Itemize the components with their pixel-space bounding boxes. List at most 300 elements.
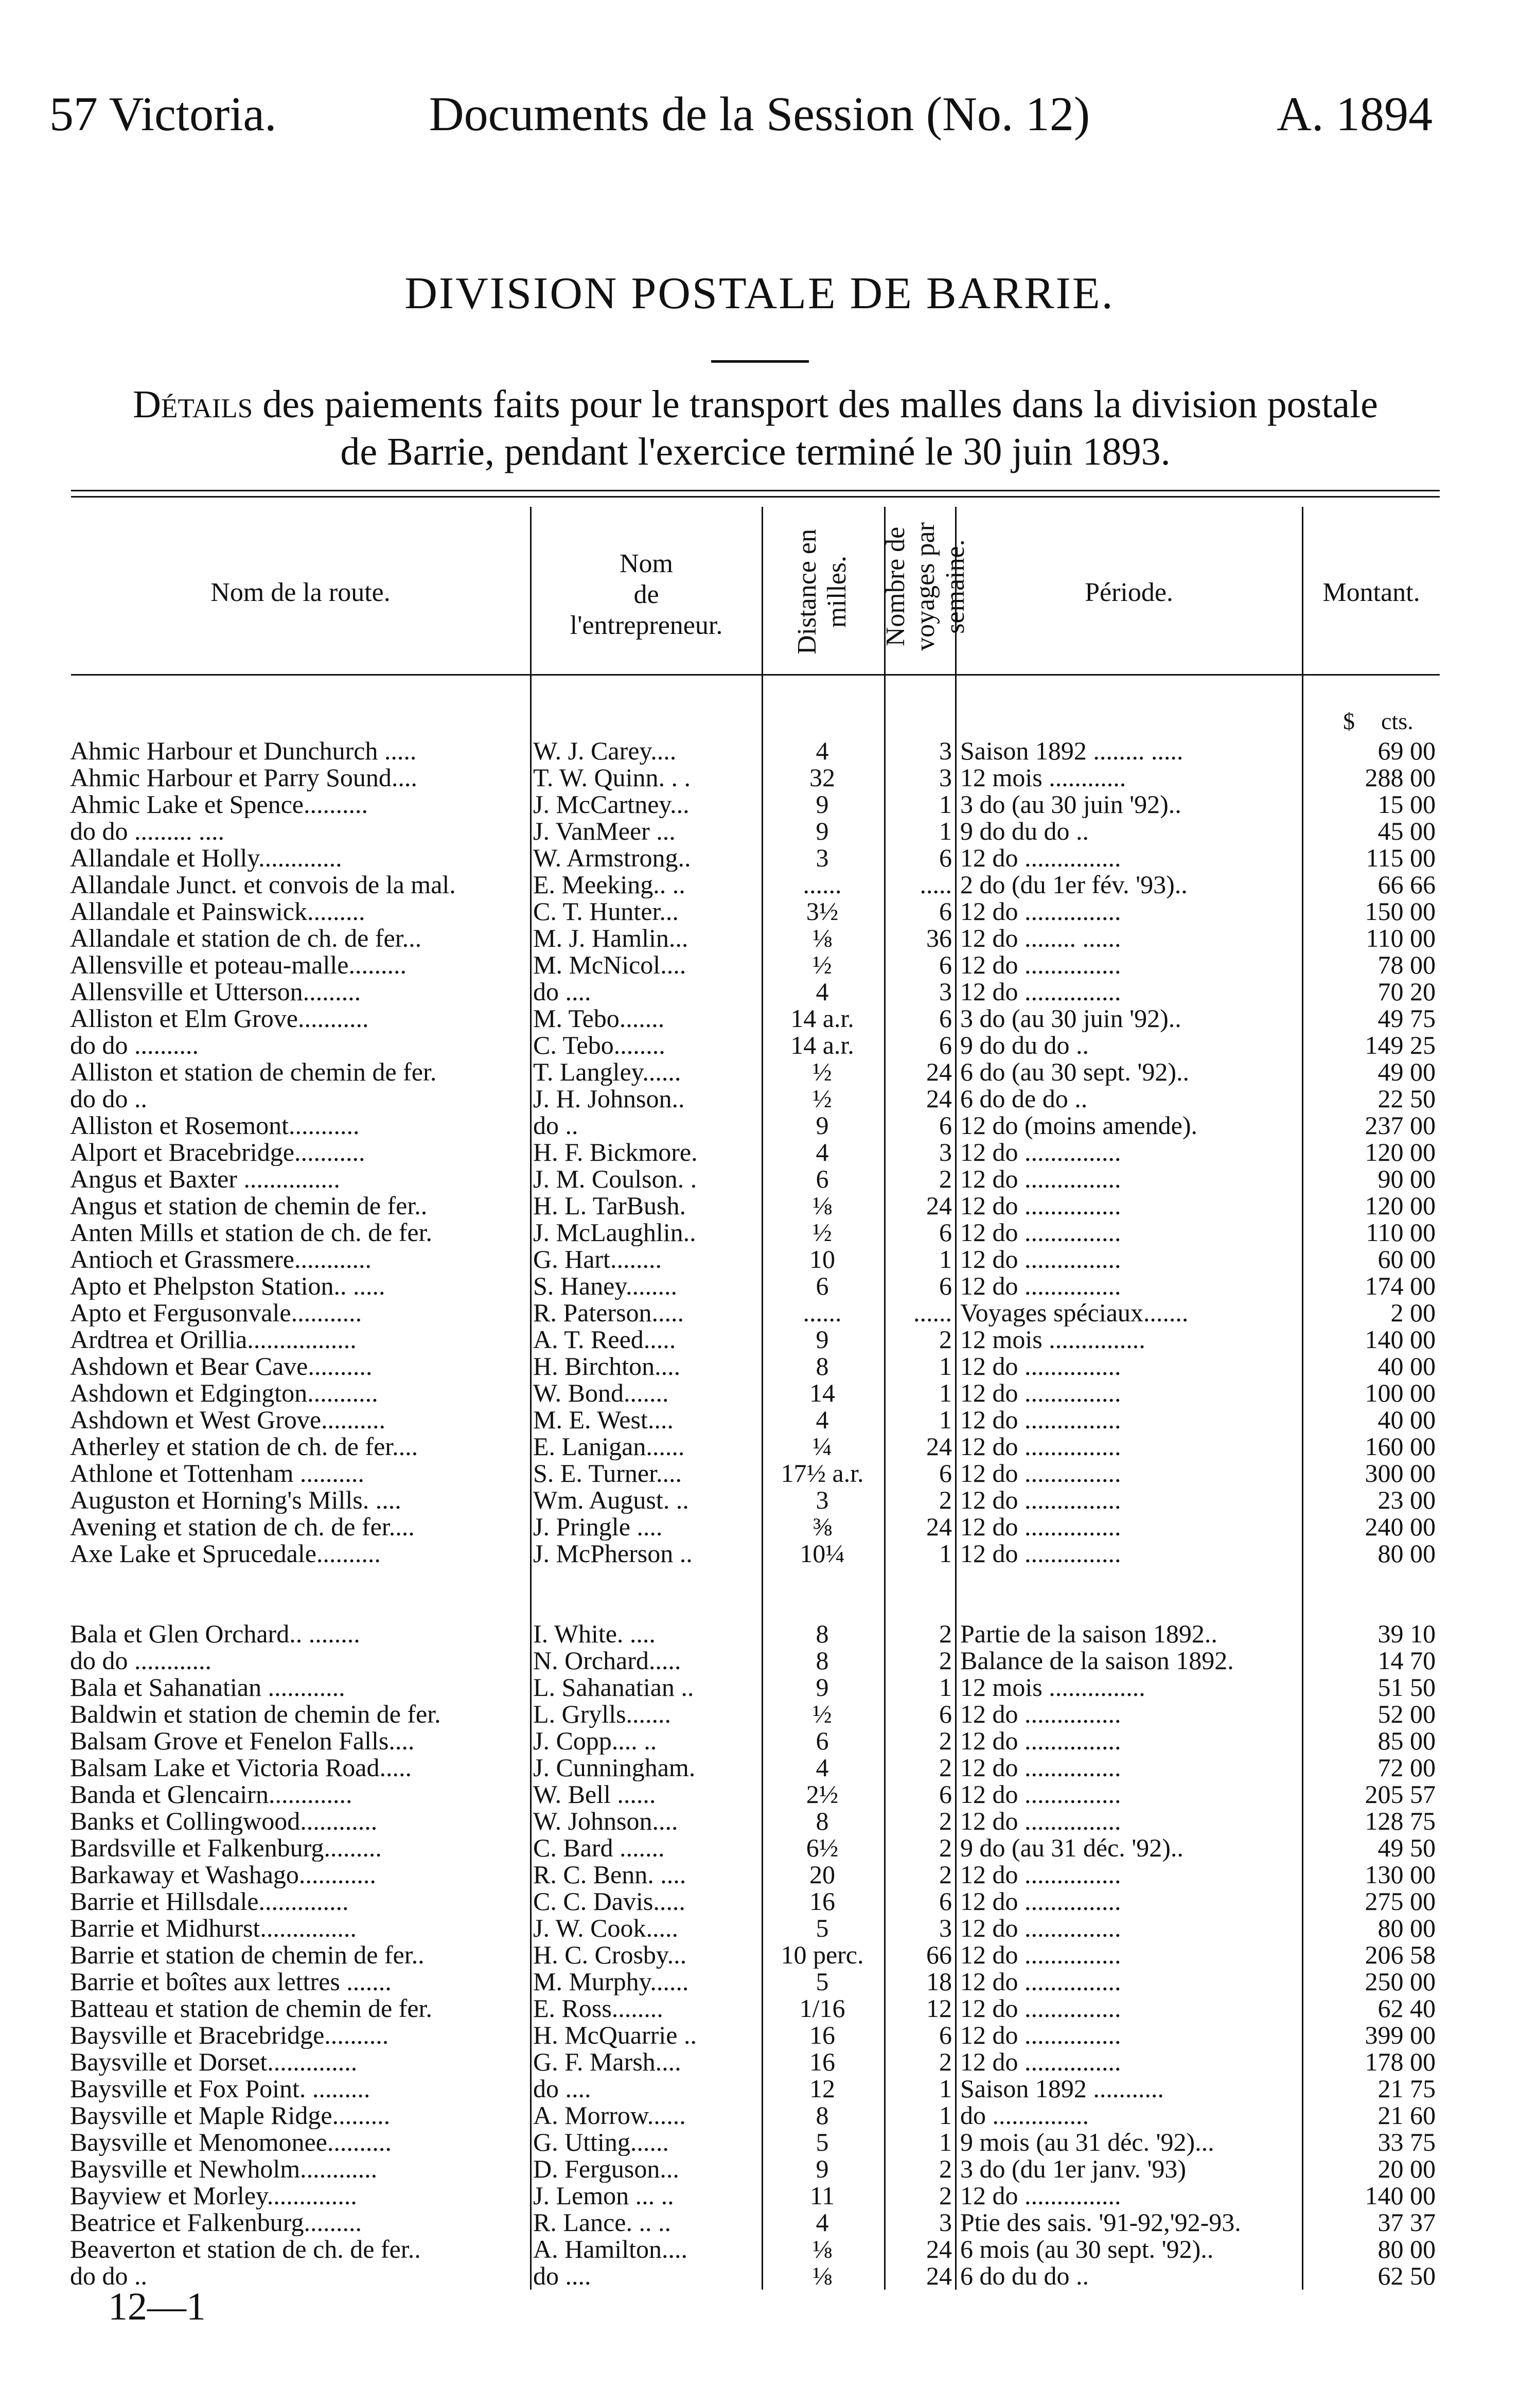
cell-voyages: 18 bbox=[926, 1968, 952, 1995]
cell-period: 3 do (au 30 juin '92).. bbox=[960, 790, 1181, 818]
table-row bbox=[0, 1459, 1519, 1487]
cell-route: Baldwin et station de chemin de fer. bbox=[70, 1700, 441, 1728]
cell-period: 12 do ............... bbox=[960, 1754, 1121, 1781]
cell-period: 12 do ........ ...... bbox=[960, 924, 1121, 952]
cell-amount: 33 75 bbox=[1377, 2128, 1436, 2156]
cell-distance: 3 bbox=[816, 844, 829, 872]
cell-voyages: 6 bbox=[939, 1459, 952, 1487]
cell-route: Atherley et station de ch. de fer.... bbox=[70, 1432, 418, 1460]
table-row bbox=[0, 2101, 1519, 2129]
cell-distance: 3½ bbox=[806, 897, 839, 925]
cell-contractor: Wm. August. .. bbox=[533, 1486, 689, 1514]
cell-contractor: T. W. Quinn. . . bbox=[533, 764, 691, 791]
cell-amount: 22 50 bbox=[1377, 1085, 1436, 1112]
cell-voyages: 24 bbox=[926, 2262, 952, 2290]
header-center: Documents de la Session (No. 12) bbox=[429, 87, 1090, 141]
cell-period: 12 do ............... bbox=[960, 844, 1121, 872]
cell-route: Balsam Grove et Fenelon Falls.... bbox=[70, 1727, 415, 1755]
table-row bbox=[0, 1272, 1519, 1300]
cell-voyages: 1 bbox=[939, 817, 952, 845]
table-row bbox=[0, 1914, 1519, 1942]
cell-amount: 149 25 bbox=[1365, 1031, 1436, 1059]
cell-period: 12 mois ............... bbox=[960, 1673, 1145, 1701]
cell-contractor: J. W. Cook..... bbox=[533, 1914, 679, 1942]
cell-voyages: 24 bbox=[926, 1058, 952, 1086]
intro-lead: Détails bbox=[133, 383, 253, 426]
cell-voyages: 1 bbox=[939, 1352, 952, 1380]
cell-contractor: do .... bbox=[533, 2075, 591, 2102]
cell-amount: 150 00 bbox=[1365, 897, 1436, 925]
cell-voyages: 3 bbox=[939, 737, 952, 765]
cell-route: Ardtrea et Orillia................. bbox=[70, 1325, 357, 1353]
column-header-contractor-line3: l'entrepreneur. bbox=[570, 611, 723, 640]
table-row bbox=[0, 1325, 1519, 1353]
table-row bbox=[0, 897, 1519, 925]
cell-distance: 14 a.r. bbox=[790, 1031, 854, 1059]
cell-voyages: 6 bbox=[939, 1700, 952, 1728]
cell-route: Baysville et Maple Ridge......... bbox=[70, 2101, 391, 2129]
cell-route: Ahmic Lake et Spence.......... bbox=[70, 790, 368, 818]
header-left: 57 Victoria. bbox=[49, 87, 277, 141]
cell-voyages: 6 bbox=[939, 1272, 952, 1300]
cell-amount: 62 40 bbox=[1377, 1994, 1436, 2022]
column-header-distance bbox=[792, 515, 852, 669]
cell-period: 12 do ............... bbox=[960, 2182, 1121, 2209]
cell-route: Baysville et Menomonee.......... bbox=[70, 2128, 392, 2156]
cell-route: Alport et Bracebridge........... bbox=[70, 1138, 365, 1166]
cell-amount: 39 10 bbox=[1377, 1620, 1436, 1648]
page-title: DIVISION POSTALE DE BARRIE. bbox=[404, 269, 1115, 318]
table-row bbox=[0, 1566, 1519, 1594]
cell-route: Allensville et poteau-malle......... bbox=[70, 951, 407, 979]
cell-amount: 80 00 bbox=[1377, 1914, 1436, 1942]
cell-distance: 8 bbox=[816, 1807, 829, 1835]
cell-voyages: 2 bbox=[939, 2155, 952, 2183]
cell-route: Barrie et boîtes aux lettres ....... bbox=[70, 1968, 392, 1995]
cell-contractor: C. Tebo........ bbox=[533, 1031, 665, 1059]
cell-distance: ¼ bbox=[813, 1432, 832, 1460]
cell-period: 12 do ............... bbox=[960, 1352, 1121, 1380]
cell-voyages: 2 bbox=[939, 1727, 952, 1755]
cell-contractor: W. Johnson.... bbox=[533, 1807, 678, 1835]
intro-line2: de Barrie, pendant l'exercice terminé le 30 juin 1893. bbox=[340, 430, 1171, 473]
cell-distance: 6 bbox=[816, 1165, 829, 1193]
cell-route: Apto et Fergusonvale........... bbox=[70, 1299, 362, 1326]
cell-period: Partie de la saison 1892.. bbox=[960, 1620, 1217, 1648]
table-row bbox=[0, 790, 1519, 818]
table-row bbox=[0, 1192, 1519, 1219]
cell-voyages: 24 bbox=[926, 1192, 952, 1219]
cell-route: Allensville et Utterson......... bbox=[70, 978, 361, 1005]
cell-route: Allandale Junct. et convois de la mal. bbox=[70, 871, 456, 898]
cell-period: 12 do ............... bbox=[960, 1994, 1121, 2022]
cell-distance: 6 bbox=[816, 1272, 829, 1300]
cell-amount: 80 00 bbox=[1377, 2235, 1436, 2263]
cell-amount: 45 00 bbox=[1377, 817, 1436, 845]
cell-distance: 8 bbox=[816, 1620, 829, 1648]
cell-voyages: 3 bbox=[939, 764, 952, 791]
cell-voyages: 12 bbox=[926, 1994, 952, 2022]
column-header-distance-line1: Distance en bbox=[792, 529, 822, 655]
cell-amount: 120 00 bbox=[1365, 1192, 1436, 1219]
table-row bbox=[0, 764, 1519, 791]
cell-distance: 14 bbox=[809, 1379, 835, 1407]
cell-period: 12 do ............... bbox=[960, 1192, 1121, 1219]
cell-voyages: 1 bbox=[939, 790, 952, 818]
cell-distance: ½ bbox=[813, 951, 832, 979]
cell-route: Axe Lake et Sprucedale.......... bbox=[70, 1539, 381, 1567]
table-row bbox=[0, 1593, 1519, 1621]
cell-distance: 10 bbox=[809, 1245, 835, 1273]
table-row bbox=[0, 1941, 1519, 1969]
cell-period: 12 do ............... bbox=[960, 1539, 1121, 1567]
cell-period: 12 do ............... bbox=[960, 1138, 1121, 1166]
table-row bbox=[0, 2128, 1519, 2156]
cell-voyages: 1 bbox=[939, 1379, 952, 1407]
cell-voyages: 6 bbox=[939, 2021, 952, 2049]
cell-amount: 49 75 bbox=[1377, 1004, 1436, 1032]
cell-route: Barrie et Midhurst............... bbox=[70, 1914, 357, 1942]
table-row bbox=[0, 2155, 1519, 2183]
cell-voyages: 36 bbox=[926, 924, 952, 952]
cell-voyages: 24 bbox=[926, 1513, 952, 1541]
cell-period: 6 mois (au 30 sept. '92).. bbox=[960, 2235, 1214, 2263]
table-row bbox=[0, 2262, 1519, 2290]
cell-route: Balsam Lake et Victoria Road..... bbox=[70, 1754, 412, 1781]
cell-distance: 3 bbox=[816, 1486, 829, 1514]
column-header-contractor-line2: de bbox=[633, 580, 659, 609]
cell-period: Balance de la saison 1892. bbox=[960, 1646, 1234, 1674]
cell-contractor: H. L. TarBush. bbox=[533, 1192, 686, 1219]
cell-contractor: G. F. Marsh.... bbox=[533, 2048, 681, 2076]
cell-route: Beaverton et station de ch. de fer.. bbox=[70, 2235, 421, 2263]
cell-route: Baysville et Fox Point. ......... bbox=[70, 2075, 370, 2102]
cell-period: 12 do ............... bbox=[960, 1379, 1121, 1407]
cell-voyages: 6 bbox=[939, 844, 952, 872]
cell-distance: 9 bbox=[816, 817, 829, 845]
cell-amount: 160 00 bbox=[1365, 1432, 1436, 1460]
table-row bbox=[0, 2235, 1519, 2263]
cell-amount: 2 00 bbox=[1390, 1299, 1436, 1326]
column-header-voyages-line2: voyages par bbox=[911, 522, 940, 651]
cell-contractor: L. Grylls....... bbox=[533, 1700, 672, 1728]
cell-voyages: 1 bbox=[939, 2075, 952, 2102]
cell-contractor: T. Langley...... bbox=[533, 1058, 681, 1086]
table-row bbox=[0, 1887, 1519, 1915]
title-divider bbox=[711, 360, 809, 363]
cell-route: do do .. bbox=[70, 2262, 147, 2290]
cell-period: 12 do ............... bbox=[960, 897, 1121, 925]
table-row bbox=[0, 844, 1519, 872]
table-row bbox=[0, 1861, 1519, 1888]
table-row bbox=[0, 1994, 1519, 2022]
cell-period: Ptie des sais. '91-92,'92-93. bbox=[960, 2208, 1241, 2236]
cell-period: 3 do (du 1er janv. '93) bbox=[960, 2155, 1186, 2183]
table-row bbox=[0, 1138, 1519, 1166]
cell-period: do ............... bbox=[960, 2101, 1089, 2129]
cell-contractor: J. McPherson .. bbox=[533, 1539, 693, 1567]
cell-route: Bala et Sahanatian ............ bbox=[70, 1673, 345, 1701]
cell-distance: 2½ bbox=[806, 1780, 839, 1808]
cell-distance: 5 bbox=[816, 1968, 829, 1995]
cell-distance: ...... bbox=[803, 1299, 842, 1326]
table-row bbox=[0, 1406, 1519, 1433]
cell-period: 9 do (au 31 déc. '92).. bbox=[960, 1834, 1184, 1862]
cell-contractor: H. McQuarrie .. bbox=[533, 2021, 697, 2049]
cell-contractor: J. Lemon ... .. bbox=[533, 2182, 674, 2209]
cell-distance: 4 bbox=[816, 2208, 829, 2236]
cell-contractor: M. J. Hamlin... bbox=[533, 924, 688, 952]
cell-amount: 78 00 bbox=[1377, 951, 1436, 979]
cell-distance: 10¼ bbox=[800, 1539, 845, 1567]
cell-distance: 9 bbox=[816, 1111, 829, 1139]
cell-contractor: M. E. West.... bbox=[533, 1406, 674, 1433]
cell-period: 6 do du do .. bbox=[960, 2262, 1089, 2290]
column-header-voyages-line1: Nombre de bbox=[881, 526, 910, 647]
table-row bbox=[0, 978, 1519, 1005]
cell-contractor: H. F. Bickmore. bbox=[533, 1138, 698, 1166]
cell-route: Anten Mills et station de ch. de fer. bbox=[70, 1218, 433, 1246]
cell-route: Ahmic Harbour et Parry Sound.... bbox=[70, 764, 417, 791]
column-header-amount: Montant. bbox=[1322, 578, 1420, 607]
cell-amount: 130 00 bbox=[1365, 1861, 1436, 1888]
cell-distance: ⅛ bbox=[813, 2262, 832, 2290]
cell-distance: 9 bbox=[816, 1673, 829, 1701]
cell-contractor: R. Paterson..... bbox=[533, 1299, 684, 1326]
table-row bbox=[0, 1111, 1519, 1139]
cell-contractor: do .... bbox=[533, 2262, 591, 2290]
cell-contractor: J. McLaughlin.. bbox=[533, 1218, 696, 1246]
cell-contractor: S. E. Turner.... bbox=[533, 1459, 682, 1487]
cell-route: Alliston et Rosemont........... bbox=[70, 1111, 360, 1139]
cell-amount: 300 00 bbox=[1365, 1459, 1436, 1487]
cell-amount: 14 70 bbox=[1377, 1646, 1436, 1674]
cell-route: do do .......... bbox=[70, 1031, 199, 1059]
cell-route: Angus et Baxter ............... bbox=[70, 1165, 340, 1193]
cell-contractor: L. Sahanatian .. bbox=[533, 1673, 694, 1701]
cell-voyages: 2 bbox=[939, 1620, 952, 1648]
cell-amount: 51 50 bbox=[1377, 1673, 1436, 1701]
cell-route: Apto et Phelpston Station.. ..... bbox=[70, 1272, 385, 1300]
cell-amount: 128 75 bbox=[1365, 1807, 1436, 1835]
cell-voyages: 6 bbox=[939, 1887, 952, 1915]
cell-contractor: A. Morrow...... bbox=[533, 2101, 686, 2129]
table-row bbox=[0, 2048, 1519, 2076]
cell-distance: 10 perc. bbox=[781, 1941, 864, 1969]
table-row bbox=[0, 1620, 1519, 1648]
cell-contractor: W. J. Carey.... bbox=[533, 737, 677, 765]
cell-route: Athlone et Tottenham .......... bbox=[70, 1459, 364, 1487]
cell-voyages: 2 bbox=[939, 1861, 952, 1888]
table-row bbox=[0, 1058, 1519, 1086]
cell-route: Bala et Glen Orchard.. ........ bbox=[70, 1620, 360, 1648]
table-row bbox=[0, 1513, 1519, 1541]
cell-voyages: 6 bbox=[939, 951, 952, 979]
cell-distance: ⅛ bbox=[813, 1192, 832, 1219]
cell-period: 12 do ............... bbox=[960, 1513, 1121, 1541]
cell-distance: 4 bbox=[816, 1754, 829, 1781]
cell-route: Angus et station de chemin de fer.. bbox=[70, 1192, 428, 1219]
cell-period: 12 do ............... bbox=[960, 1432, 1121, 1460]
cell-voyages: 2 bbox=[939, 1486, 952, 1514]
cell-contractor: S. Haney........ bbox=[533, 1272, 678, 1300]
cell-contractor: J. McCartney... bbox=[533, 790, 690, 818]
cell-contractor: M. Murphy...... bbox=[533, 1968, 689, 1995]
cell-amount: 70 20 bbox=[1377, 978, 1436, 1005]
cell-amount: 140 00 bbox=[1365, 1325, 1436, 1353]
cell-period: 12 do ............... bbox=[960, 2048, 1121, 2076]
table-row bbox=[0, 1432, 1519, 1460]
cell-period: 12 do ............... bbox=[960, 1861, 1121, 1888]
cell-contractor: J. Copp.... .. bbox=[533, 1727, 657, 1755]
cell-voyages: ..... bbox=[920, 871, 952, 898]
table-row bbox=[0, 1031, 1519, 1059]
table-row bbox=[0, 1968, 1519, 1995]
cell-contractor: A. Hamilton.... bbox=[533, 2235, 687, 2263]
cents-unit: cts. bbox=[1381, 708, 1414, 734]
cell-voyages: 6 bbox=[939, 1111, 952, 1139]
cell-distance: ½ bbox=[813, 1700, 832, 1728]
cell-voyages: 1 bbox=[939, 1539, 952, 1567]
cell-route: Barrie et Hillsdale.............. bbox=[70, 1887, 349, 1915]
cell-period: 12 do ............... bbox=[960, 1165, 1121, 1193]
cell-contractor: N. Orchard..... bbox=[533, 1646, 681, 1674]
cell-contractor: J. Pringle .... bbox=[533, 1513, 663, 1541]
cell-amount: 85 00 bbox=[1377, 1727, 1436, 1755]
cell-route: do do .. bbox=[70, 1085, 147, 1112]
cell-voyages: 6 bbox=[939, 1004, 952, 1032]
cell-voyages: 66 bbox=[926, 1941, 952, 1969]
cell-contractor: E. Ross........ bbox=[533, 1994, 663, 2022]
cell-distance: 17½ a.r. bbox=[781, 1459, 864, 1487]
table-row bbox=[0, 1780, 1519, 1808]
cell-contractor: A. T. Reed..... bbox=[533, 1325, 676, 1353]
cell-period: Saison 1892 ........... bbox=[960, 2075, 1164, 2102]
cell-distance: 4 bbox=[816, 1406, 829, 1433]
table-row bbox=[0, 1834, 1519, 1862]
cell-amount: 205 57 bbox=[1365, 1780, 1436, 1808]
cell-route: do do ......... .... bbox=[70, 817, 224, 845]
cell-contractor: H. C. Crosby... bbox=[533, 1941, 687, 1969]
cell-voyages: 2 bbox=[939, 1834, 952, 1862]
dollar-unit: $ bbox=[1343, 708, 1355, 734]
cell-voyages: 24 bbox=[926, 2235, 952, 2263]
cell-distance: 6½ bbox=[806, 1834, 839, 1862]
cell-contractor: J. M. Coulson. . bbox=[533, 1165, 697, 1193]
cell-amount: 140 00 bbox=[1365, 2182, 1436, 2209]
cell-distance: 8 bbox=[816, 2101, 829, 2129]
cell-amount: 40 00 bbox=[1377, 1406, 1436, 1433]
cell-amount: 250 00 bbox=[1365, 1968, 1436, 1995]
cell-distance: 9 bbox=[816, 790, 829, 818]
cell-voyages: 2 bbox=[939, 1165, 952, 1193]
cell-voyages: 3 bbox=[939, 2208, 952, 2236]
table-row bbox=[0, 2208, 1519, 2236]
cell-distance: 4 bbox=[816, 737, 829, 765]
cell-distance: ½ bbox=[813, 1085, 832, 1112]
cell-distance: ⅛ bbox=[813, 924, 832, 952]
table-row bbox=[0, 1352, 1519, 1380]
cell-distance: 9 bbox=[816, 1325, 829, 1353]
cell-voyages: 24 bbox=[926, 1085, 952, 1112]
cell-period: 12 mois ............... bbox=[960, 1325, 1145, 1353]
cell-contractor: W. Armstrong.. bbox=[533, 844, 691, 872]
cell-amount: 66 66 bbox=[1377, 871, 1436, 898]
cell-contractor: I. White. .... bbox=[533, 1620, 656, 1648]
cell-distance: ⅛ bbox=[813, 2235, 832, 2263]
cell-voyages: 1 bbox=[939, 2128, 952, 2156]
column-header-contractor bbox=[531, 548, 762, 641]
cell-route: Baysville et Newholm............ bbox=[70, 2155, 378, 2183]
cell-period: 12 do ............... bbox=[960, 1941, 1121, 1969]
cell-amount: 52 00 bbox=[1377, 1700, 1436, 1728]
cell-contractor: E. Meeking.. .. bbox=[533, 871, 685, 898]
cell-distance: ⅜ bbox=[813, 1513, 832, 1541]
table-row bbox=[0, 951, 1519, 979]
cell-voyages: 1 bbox=[939, 1673, 952, 1701]
table-row bbox=[0, 1673, 1519, 1701]
cell-period: 12 do ............... bbox=[960, 1218, 1121, 1246]
cell-route: Banks et Collingwood............ bbox=[70, 1807, 378, 1835]
cell-period: 9 mois (au 31 déc. '92)... bbox=[960, 2128, 1214, 2156]
cell-distance: 14 a.r. bbox=[790, 1004, 854, 1032]
cell-distance: 4 bbox=[816, 978, 829, 1005]
cell-period: 9 do du do .. bbox=[960, 1031, 1089, 1059]
cell-route: Ashdown et West Grove.......... bbox=[70, 1406, 386, 1433]
cell-distance: 16 bbox=[809, 2021, 835, 2049]
cell-distance: 20 bbox=[809, 1861, 835, 1888]
cell-contractor: H. Birchton.... bbox=[533, 1352, 681, 1380]
cell-distance: 16 bbox=[809, 2048, 835, 2076]
cell-period: 2 do (du 1er fév. '93).. bbox=[960, 871, 1188, 898]
cell-voyages: 2 bbox=[939, 1807, 952, 1835]
cell-period: 12 do ............... bbox=[960, 1700, 1121, 1728]
cell-voyages: 1 bbox=[939, 1245, 952, 1273]
table-top-rule-inner bbox=[71, 496, 1440, 498]
cell-amount: 60 00 bbox=[1377, 1245, 1436, 1273]
cell-amount: 49 50 bbox=[1377, 1834, 1436, 1862]
cell-amount: 15 00 bbox=[1377, 790, 1436, 818]
cell-amount: 275 00 bbox=[1365, 1887, 1436, 1915]
cell-contractor: E. Lanigan...... bbox=[533, 1432, 685, 1460]
cell-route: Baysville et Dorset.............. bbox=[70, 2048, 358, 2076]
cell-route: do do ............ bbox=[70, 1646, 211, 1674]
cell-route: Bardsville et Falkenburg......... bbox=[70, 1834, 382, 1862]
cell-contractor: C. C. Davis..... bbox=[533, 1887, 685, 1915]
cell-distance: 5 bbox=[816, 2128, 829, 2156]
cell-contractor: C. T. Hunter... bbox=[533, 897, 679, 925]
cell-distance: 16 bbox=[809, 1887, 835, 1915]
table-row bbox=[0, 1299, 1519, 1326]
table-row bbox=[0, 1646, 1519, 1674]
table-row bbox=[0, 1085, 1519, 1112]
cell-distance: 11 bbox=[809, 2182, 835, 2209]
cell-contractor: M. Tebo....... bbox=[533, 1004, 665, 1032]
cell-distance: 5 bbox=[816, 1914, 829, 1942]
cell-route: Banda et Glencairn............. bbox=[70, 1780, 352, 1808]
cell-amount: 115 00 bbox=[1366, 844, 1436, 872]
cell-route: Allandale et Painswick......... bbox=[70, 897, 365, 925]
page-code: 12—1 bbox=[108, 2285, 206, 2328]
cell-period: Voyages spéciaux....... bbox=[960, 1299, 1189, 1326]
cell-amount: 37 37 bbox=[1377, 2208, 1436, 2236]
header-right: A. 1894 bbox=[1277, 87, 1433, 141]
cell-contractor: G. Hart........ bbox=[533, 1245, 662, 1273]
cell-amount: 90 00 bbox=[1377, 1165, 1436, 1193]
cell-distance: ...... bbox=[803, 871, 842, 898]
table-row bbox=[0, 1727, 1519, 1755]
cell-amount: 399 00 bbox=[1365, 2021, 1436, 2049]
